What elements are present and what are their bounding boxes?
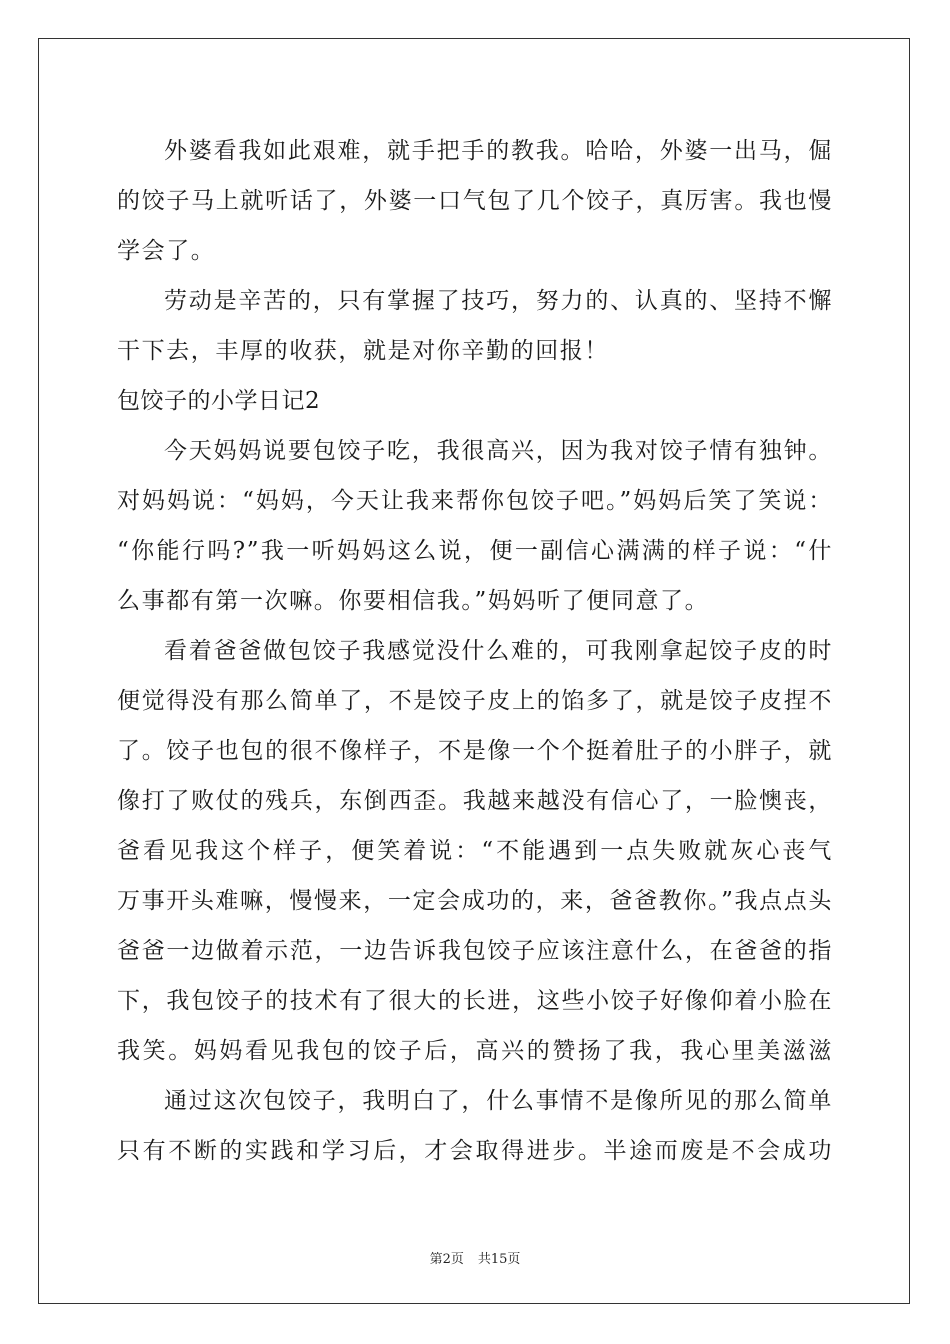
text-line: 下，我包饺子的技术有了很大的长进，这些小饺子好像仰着小脸在	[117, 988, 833, 1014]
text-line: 劳动是辛苦的，只有掌握了技巧，努力的、认真的、坚持不懈	[164, 288, 833, 314]
text-line: 爸爸一边做着示范，一边告诉我包饺子应该注意什么，在爸爸的指	[117, 938, 833, 964]
text-line: 通过这次包饺子，我明白了，什么事情不是像所见的那么简单	[164, 1088, 833, 1114]
text-line: 爸看见我这个样子，便笑着说：“不能遇到一点失败就灰心丧气	[117, 838, 833, 864]
page-number: 第2页	[429, 1252, 464, 1267]
text-line: 今天妈妈说要包饺子吃，我很高兴，因为我对饺子情有独钟。	[164, 438, 833, 464]
section-heading: 包饺子的小学日记2	[117, 388, 321, 414]
page-total: 共15页	[477, 1252, 521, 1267]
text-line: 我笑。妈妈看见我包的饺子后，高兴的赞扬了我，我心里美滋滋	[117, 1038, 833, 1064]
document-body	[117, 126, 833, 1176]
text-line: 了。饺子也包的很不像样子，不是像一个个挺着肚子的小胖子，就	[117, 738, 833, 764]
text-line: 看着爸爸做包饺子我感觉没什么难的，可我刚拿起饺子皮的时	[164, 638, 833, 664]
text-line: 万事开头难嘛，慢慢来，一定会成功的，来，爸爸教你。”我点点头	[117, 888, 833, 914]
text-line: 便觉得没有那么简单了，不是饺子皮上的馅多了，就是饺子皮捏不	[117, 688, 833, 714]
text-line: 对妈妈说：“妈妈，今天让我来帮你包饺子吧。”妈妈后笑了笑说：	[117, 488, 833, 514]
text-line: 干下去，丰厚的收获，就是对你辛勤的回报！	[117, 338, 609, 364]
text-line: 外婆看我如此艰难，就手把手的教我。哈哈，外婆一出马，倔	[164, 138, 833, 164]
text-line: “你能行吗?”我一听妈妈这么说，便一副信心满满的样子说：“什	[117, 538, 833, 564]
text-line: 只有不断的实践和学习后，才会取得进步。半途而废是不会成功	[117, 1138, 833, 1164]
text-line: 像打了败仗的残兵，东倒西歪。我越来越没有信心了，一脸懊丧，	[117, 788, 833, 814]
text-line: 么事都有第一次嘛。你要相信我。”妈妈听了便同意了。	[117, 588, 710, 614]
page-footer	[0, 1248, 950, 1267]
text-line: 学会了。	[117, 238, 216, 264]
text-line: 的饺子马上就听话了，外婆一口气包了几个饺子，真厉害。我也慢	[117, 188, 833, 214]
